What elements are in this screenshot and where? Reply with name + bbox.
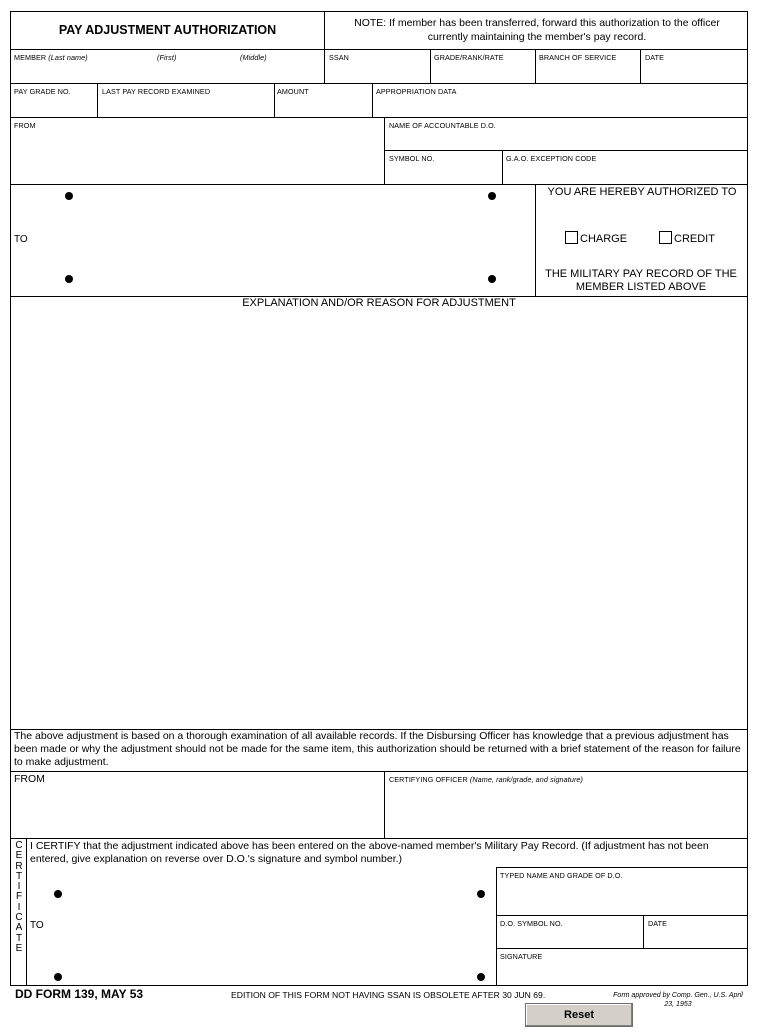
charge-checkbox[interactable] (565, 231, 578, 244)
first-name-label: (First) (157, 53, 177, 62)
branch-of-service-input[interactable] (538, 63, 642, 83)
certificate-corner-dot (477, 973, 485, 981)
certificate-date-label: DATE (648, 919, 668, 928)
edition-note: EDITION OF THIS FORM NOT HAVING SSAN IS OBSOLETE AFTER 30 JUN 69. (231, 990, 546, 1000)
credit-option[interactable] (659, 231, 715, 245)
appropriation-data-label: APPROPRIATION DATA (376, 87, 457, 96)
last-pay-record-input[interactable] (100, 97, 276, 117)
amount-input[interactable] (277, 97, 374, 117)
pay-grade-label: PAY GRADE NO. (14, 87, 71, 96)
address-corner-dot (488, 275, 496, 283)
charge-label: CHARGE (580, 233, 628, 245)
ssan-input[interactable] (327, 63, 431, 83)
certificate-to-label: TO (30, 920, 44, 931)
certificate-corner-dot (54, 973, 62, 981)
typed-name-label: TYPED NAME AND GRADE OF D.O. (500, 871, 623, 880)
certificate-corner-dot (54, 890, 62, 898)
to-label: TO (14, 234, 28, 245)
explanation-input[interactable] (13, 312, 749, 730)
appropriation-data-input[interactable] (375, 97, 749, 117)
reset-button[interactable]: Reset (525, 1003, 633, 1027)
certifying-from-input[interactable] (13, 787, 386, 839)
address-corner-dot (65, 192, 73, 200)
pay-grade-input[interactable] (13, 97, 99, 117)
date-label: DATE (645, 53, 665, 62)
grade-rank-rate-label: GRADE/RANK/RATE (434, 53, 504, 62)
explanation-heading: EXPLANATION AND/OR REASON FOR ADJUSTMENT (242, 297, 516, 309)
certifying-from-label: FROM (14, 773, 45, 785)
typed-name-input[interactable] (499, 882, 749, 914)
certificate-corner-dot (477, 890, 485, 898)
form-title: PAY ADJUSTMENT AUTHORIZATION (58, 23, 277, 37)
certification-statement: I CERTIFY that the adjustment indicated above has been entered on the above-named member's Military Pay Record. (If adjustment has not been entered, give explanation on reverse over D.O.'s signature and symbol number.) (30, 840, 709, 865)
do-symbol-label: D.O. SYMBOL NO. (500, 919, 563, 928)
credit-checkbox[interactable] (659, 231, 672, 244)
from-label: FROM (14, 121, 36, 130)
symbol-no-label: SYMBOL NO. (389, 154, 435, 163)
gao-exception-code-label: G.A.O. EXCEPTION CODE (506, 154, 597, 163)
accountable-do-input[interactable] (387, 131, 749, 151)
to-address-input[interactable] (80, 202, 484, 274)
amount-label: AMOUNT (277, 87, 309, 96)
grade-rank-rate-input[interactable] (433, 63, 537, 83)
accountable-do-label: NAME OF ACCOUNTABLE D.O. (389, 121, 496, 130)
date-input[interactable] (643, 63, 749, 83)
member-label: MEMBER (Last name) (14, 53, 88, 62)
form-number: DD FORM 139, MAY 53 (15, 987, 144, 1001)
address-corner-dot (488, 192, 496, 200)
last-pay-record-label: LAST PAY RECORD EXAMINED (102, 87, 211, 96)
signature-label: SIGNATURE (500, 952, 543, 961)
certificate-to-input[interactable] (70, 900, 474, 972)
do-symbol-input[interactable] (499, 929, 645, 949)
certifying-officer-input[interactable] (387, 787, 749, 839)
certificate-date-input[interactable] (646, 929, 749, 949)
military-record-text: THE MILITARY PAY RECORD OF THE MEMBER LISTED ABOVE (545, 268, 737, 293)
certifying-officer-label: CERTIFYING OFFICER (Name, rank/grade, and signature) (389, 775, 584, 784)
branch-of-service-label: BRANCH OF SERVICE (539, 53, 617, 62)
credit-label: CREDIT (674, 233, 715, 245)
charge-option[interactable] (565, 231, 627, 245)
gao-exception-code-input[interactable] (505, 164, 749, 184)
ssan-label: SSAN (329, 53, 349, 62)
from-address-input[interactable] (13, 131, 386, 185)
middle-name-label: (Middle) (240, 53, 267, 62)
authorized-text: YOU ARE HEREBY AUTHORIZED TO (547, 186, 737, 198)
adjustment-basis-text: The above adjustment is based on a thorough examination of all available records. If the Disbursing Officer has knowledge that a previous adjustment has been made or why the adjustment should not be made for the same item, this authorization should be returned with a brief statement of the reason for failure to make adjustment. (14, 730, 741, 768)
address-corner-dot (65, 275, 73, 283)
approval-note: Form approved by Comp. Gen., U.S. April 23, 1953 (613, 992, 743, 1008)
certificate-vertical-label: C E R T I F I C A T E (15, 840, 23, 954)
member-name-input[interactable] (13, 63, 325, 83)
transfer-note: NOTE: If member has been transferred, forward this authorization to the officer currently maintaining the member's pay record. (354, 17, 720, 43)
symbol-no-input[interactable] (387, 164, 504, 184)
signature-input[interactable] (499, 962, 749, 986)
